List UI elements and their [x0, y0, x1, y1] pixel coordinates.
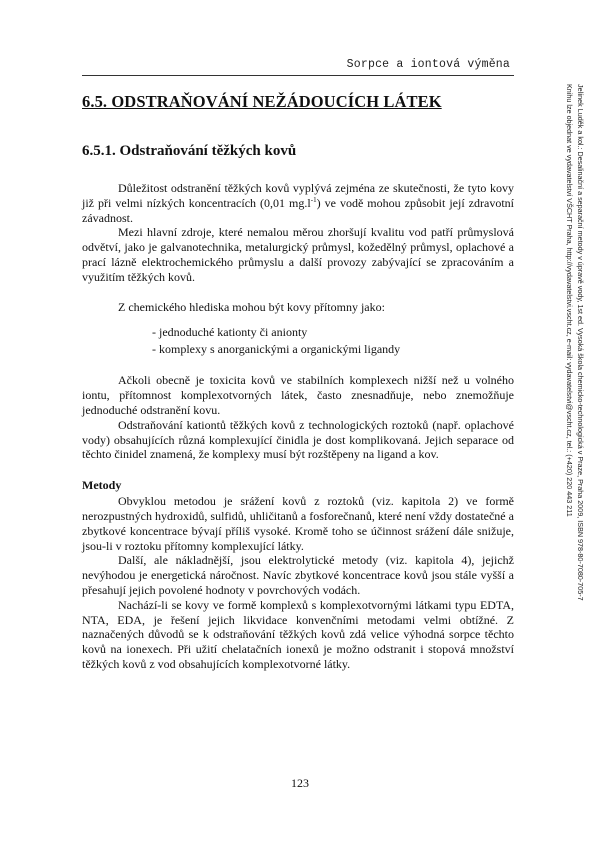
subsection-heading: 6.5.1. Odstraňování těžkých kovů: [82, 143, 297, 159]
page-number: 123: [291, 776, 309, 790]
paragraph-importance-post: ) ve vodě mohou způsobit její zdravotní závadnost.: [82, 195, 514, 225]
paragraph-toxicity: Ačkoli obecně je toxicita kovů ve stabilních komplexech nižší než u volného iontu, přítomnost komplexotvorných látek, často znesnadňuje, nebo znemožňuje jednoduché odstranění kovu.: [82, 373, 514, 417]
page-content: [82, 92, 514, 672]
paragraph-importance-pre: Důležitost odstranění těžkých kovů vyplývá zejména ze skutečnosti, že tyto kovy již při velmi nízkých koncentracích (0,01 mg.l: [82, 181, 514, 210]
unit-exponent: -1: [310, 195, 317, 204]
header-rule: [82, 75, 514, 76]
paragraph-importance: [82, 181, 514, 225]
forms-list: [152, 324, 514, 358]
paragraph-electrolytic: Další, ale nákladnější, jsou elektrolytické metody (viz. kapitola 4), jejichž nevýhodou je energetická náročnost. Navíc zbytkové koncentrace kovů jsou stále vyšší a přesahují jejich povolené hodnoty v povrchových vodách.: [82, 553, 514, 597]
methods-heading: Metody: [82, 478, 122, 493]
paragraph-sources: Mezi hlavní zdroje, které nemalou měrou zhoršují kvalitu vod patří průmyslová odvětví, jako je galvanotechnika, metalurgický průmysl, kožedělný průmysl, oplachové a prací lázně elektrochemického průmyslu a další provozy zabývající se zpracováním a využitím těžkých kovů.: [82, 225, 514, 284]
side-note-line-1: Jelínek Luděk a kol.: Desalinační a separační metody v úpravě vody, 1st ed. Vysoká škola chemicko-technologická v Praze, Praha 2009, ISBN 978-80-7080-705-7: [576, 84, 585, 601]
paragraph-precipitation: Obvyklou metodou je srážení kovů z roztoků (viz. kapitola 2) ve formě nerozpustných hydroxidů, sulfidů, uhličitanů a fosforečnanů, které není vždy dostatečné a zbytkové koncentrace bývají příliš vysoké. Kromě toho se účinnost srážení dále snižuje, jsou-li v roztoku přítomny komplexující látky.: [82, 494, 514, 553]
section-heading: 6.5. ODSTRAŇOVÁNÍ NEŽÁDOUCÍCH LÁTEK: [82, 92, 442, 111]
paragraph-removal: Odstraňování kationtů těžkých kovů z technologických roztoků (např. oplachové vody) obsahujících různá komplexující činidla je dost komplikovaná. Jejich separace od těchto činidel znamená, že komplexy musí být rozštěpeny na ligand a kov.: [82, 417, 514, 462]
paragraph-chemical-forms: Z chemického hlediska mohou být kovy přítomny jako:: [118, 299, 385, 314]
side-note-line-2: Knihu lze objednat ve vydavatelství VŠCHT Praha, http://vydavatelstvi.vscht.cz, e-mail: vydavatelstvi@vscht.cz, tel.: (+420) 220 443 211: [565, 84, 574, 517]
side-note-rotated: [564, 84, 586, 601]
list-item: - jednoduché kationty či anionty: [152, 325, 308, 340]
list-item: - komplexy s anorganickými a organickými ligandy: [152, 342, 401, 357]
running-head: [82, 58, 514, 74]
running-head-text: Sorpce a iontová výměna: [346, 58, 510, 71]
paragraph-ion-exchange: Nachází-li se kovy ve formě komplexů s komplexotvornými látkami typu EDTA, NTA, EDA, je řešení jejich likvidace konvenčními metodami velmi obtížné. Z naznačených důvodů se k odstraňování těžkých kovů zdá velice výhodná sorpce těchto kovů na ionexech. Při užití chelatačních ionexů je možno odstranit i stopová množství těžkých kovů z vod obsahujících komplexotvorné látky.: [82, 597, 514, 671]
